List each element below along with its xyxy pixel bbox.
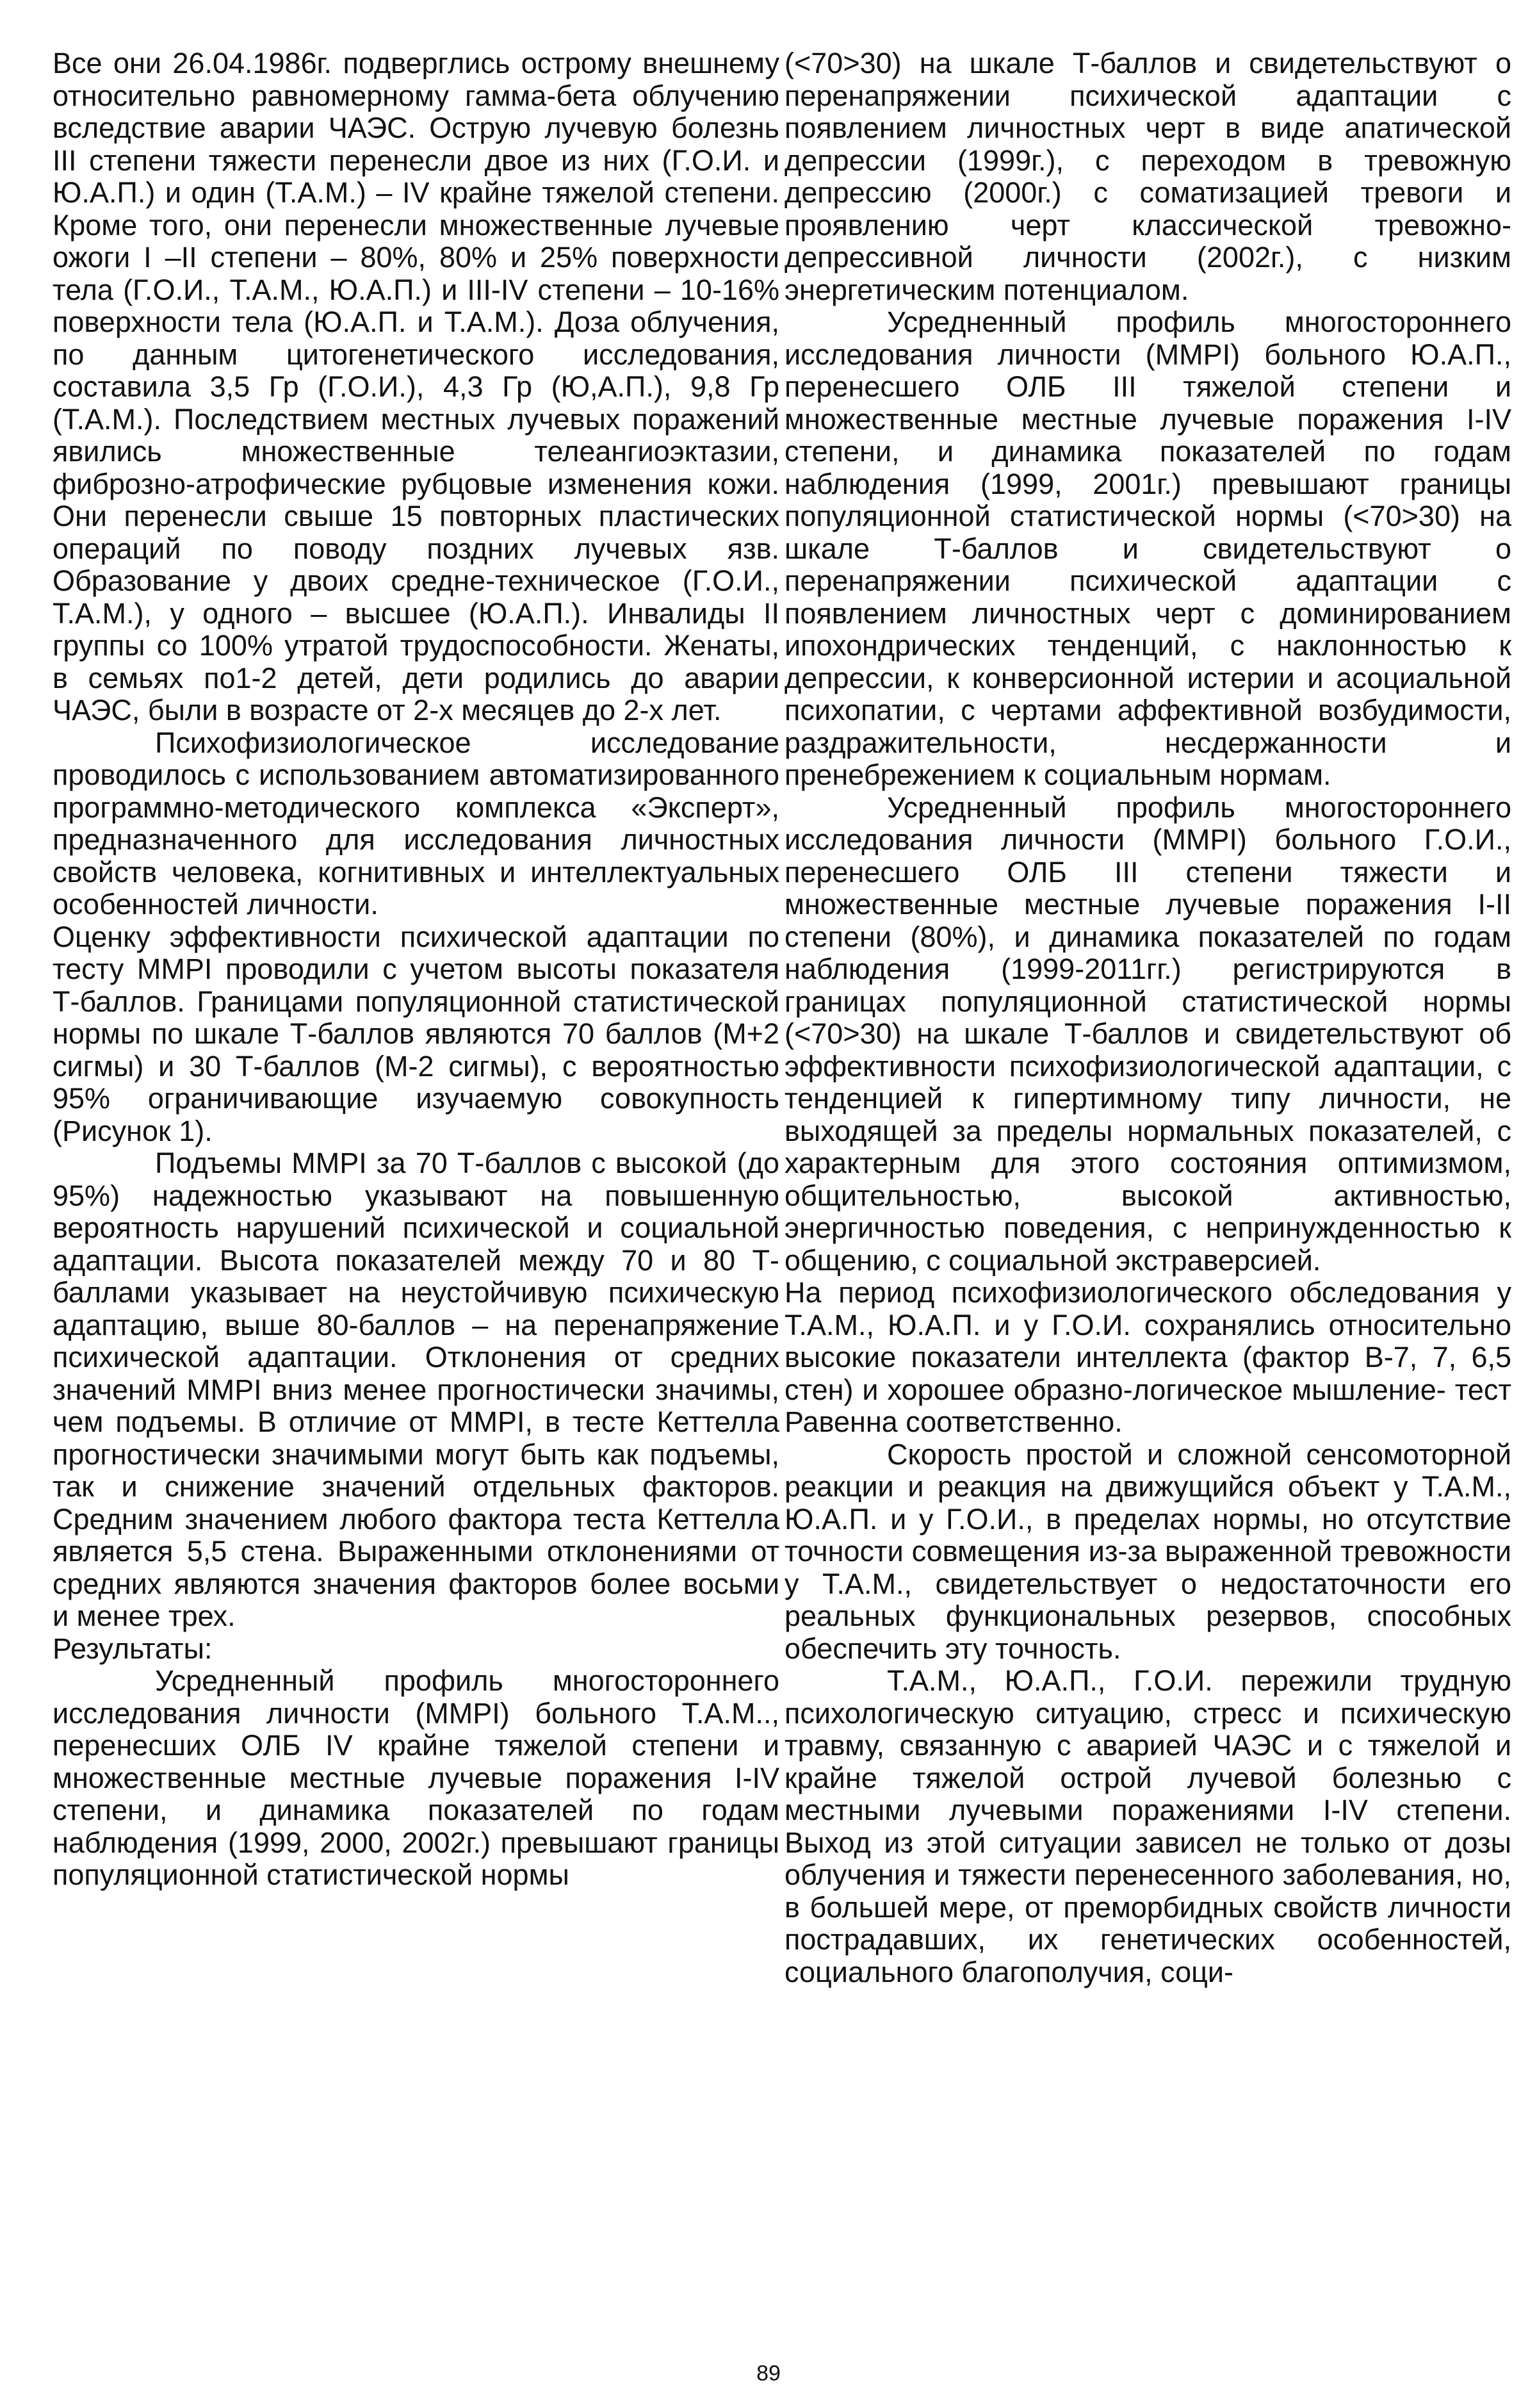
paragraph-mmpi-interpretation: Подъемы MMPI за 70 Т-баллов с высокой (до 95%) надежностью указывают на повышенную вероятность нарушений психической и социальной адаптации. Высота показателей между 70 и 80 Т-баллами указывает на неустойчивую психическую адаптацию, выше 80-баллов – на перенапряжение психической адаптации. Отклонения от средних значений MMPI вниз менее прогностически значимы, чем подъемы. В отличие от MMPI, в тесте Кеттелла прогностически значимыми могут быть как подъемы, так и снижение значений отдельных факторов. Средним значением любого фактора теста Кеттелла является 5,5 стена. Выраженными отклонениями от средних являются значения факторов более восьми и менее трех. <box>53 1147 779 1632</box>
paragraph-results-tam-continued: (<70>30) на шкале Т-баллов и свидетельствуют о перенапряжении психической адаптации с появлением личностных черт в виде апатической депрессии (1999г.), с переходом в тревожную депрессию (2000г.) с соматизацией тревоги и проявлению черт классической тревожно-депрессивной личности (2002г.), с низким энергетическим потенциалом. <box>785 47 1511 306</box>
page-number: 89 <box>756 2361 781 2386</box>
paragraph-results-tam: Усредненный профиль многостороннего исследования личности (MMPI) больного Т.А.М.., перенесших ОЛБ IV крайне тяжелой степени и множественные местные лучевые поражения I-IV степени, и динамика показателей по годам наблюдения (1999, 2000, 2002г.) превышают границы популяционной статистической нормы <box>53 1664 779 1891</box>
paragraph-results-goi: Усредненный профиль многостороннего исследования личности (MMPI) больного Г.О.И., перенесшего ОЛБ III степени тяжести и множественные местные лучевые поражения I-II степени (80%), и динамика показателей по годам наблюдения (1999-2011гг.) регистрируются в границах популяционной статистической нормы (<70>30) на шкале Т-баллов и свидетельствуют об эффективности психофизиологической адаптации, с тенденцией к гипертимному типу личности, не выходящей за пределы нормальных показателей, с характерным для этого состояния оптимизмом, общительностью, высокой активностью, энергичностью поведения, с непринужденностью к общению, с социальной экстраверсией. <box>785 790 1511 1277</box>
results-heading: Результаты: <box>53 1632 213 1665</box>
paragraph-sensorimotor: Скорость простой и сложной сенсомоторной реакции и реакция на движущийся объект у Т.А.М., Ю.А.П. и у Г.О.И., в пределах нормы, но отсутствие точности совмещения из-за выраженной тревожности у Т.А.М., свидетельствует о недостаточности его реальных функциональных резервов, способных обеспечить эту точность. <box>785 1437 1511 1665</box>
right-column <box>785 47 1511 1988</box>
paragraph-psychological-situation: Т.А.М., Ю.А.П., Г.О.И. пережили трудную психологическую ситуацию, стресс и психическую травму, связанную с аварией ЧАЭС и с тяжелой и крайне тяжелой острой лучевой болезнью с местными лучевыми поражениями I-IV степени. Выход из этой ситуации зависел не только от дозы облучения и тяжести перенесенного заболевания, но, в большей мере, от преморбидных свойств личности пострадавших, их генетических особенностей, социального благополучия, соци- <box>785 1664 1511 1988</box>
paragraph-mmpi-evaluation: Оценку эффективности психической адаптации по тесту MMPI проводили с учетом высоты показателя Т-баллов. Границами популяционной статистической нормы по шкале Т-баллов являются 70 баллов (М+2 сигмы) и 30 Т-баллов (М-2 сигмы), с вероятностью 95% ограничивающие изучаемую совокупность (Рисунок 1). <box>53 920 779 1147</box>
paragraph-results-yap: Усредненный профиль многостороннего исследования личности (MMPI) больного Ю.А.П., перенесшего ОЛБ III тяжелой степени и множественные местные лучевые поражения I-IV степени, и динамика показателей по годам наблюдения (1999, 2001г.) превышают границы популяционной статистической нормы (<70>30) на шкале Т-баллов и свидетельствуют о перенапряжении психической адаптации с появлением личностных черт с доминированием ипохондрических тенденций, с наклонностью к депрессии, к конверсионной истерии и асоциальной психопатии, с чертами аффективной возбудимости, раздражительности, несдержанности и пренебрежением к социальным нормам. <box>785 306 1511 791</box>
left-column <box>53 47 779 1892</box>
paragraph-methods: Психофизиологическое исследование проводилось с использованием автоматизированного программно-методического комплекса «Эксперт», предназначенного для исследования личностных свойств человека, когнитивных и интеллектуальных особенностей личности. <box>53 726 779 921</box>
paragraph-intellect: На период психофизиологического обследования у Т.А.М., Ю.А.П. и у Г.О.И. сохранялись относительно высокие показатели интеллекта (фактор В-7, 7, 6,5 стен) и хорошее образно-логическое мышление- тест Равенна соответственно. <box>785 1276 1511 1438</box>
paragraph-patients-description: Все они 26.04.1986г. подверглись острому внешнему относительно равномерному гамма-бета облучению вследствие аварии ЧАЭС. Острую лучевую болезнь III степени тяжести перенесли двое из них (Г.О.И. и Ю.А.П.) и один (Т.А.М.) – IV крайне тяжелой степени. Кроме того, они перенесли множественные лучевые ожоги I –II степени – 80%, 80% и 25% поверхности тела (Г.О.И., Т.А.М., Ю.А.П.) и III-IV степени – 10-16% поверхности тела (Ю.А.П. и Т.А.М.). Доза облучения, по данным цитогенетического исследования, составила 3,5 Гр (Г.О.И.), 4,3 Гр (Ю,А.П.), 9,8 Гр (Т.А.М.). Последствием местных лучевых поражений явились множественные телеангиоэктазии, фиброзно-атрофические рубцовые изменения кожи. Они перенесли свыше 15 повторных пластических операций по поводу поздних лучевых язв. Образование у двоих средне-техническое (Г.О.И., Т.А.М.), у одного – высшее (Ю.А.П.). Инвалиды II группы со 100% утратой трудоспособности. Женаты, в семьях по1-2 детей, дети родились до аварии ЧАЭС, были в возрасте от 2-х месяцев до 2-х лет. <box>53 47 779 726</box>
